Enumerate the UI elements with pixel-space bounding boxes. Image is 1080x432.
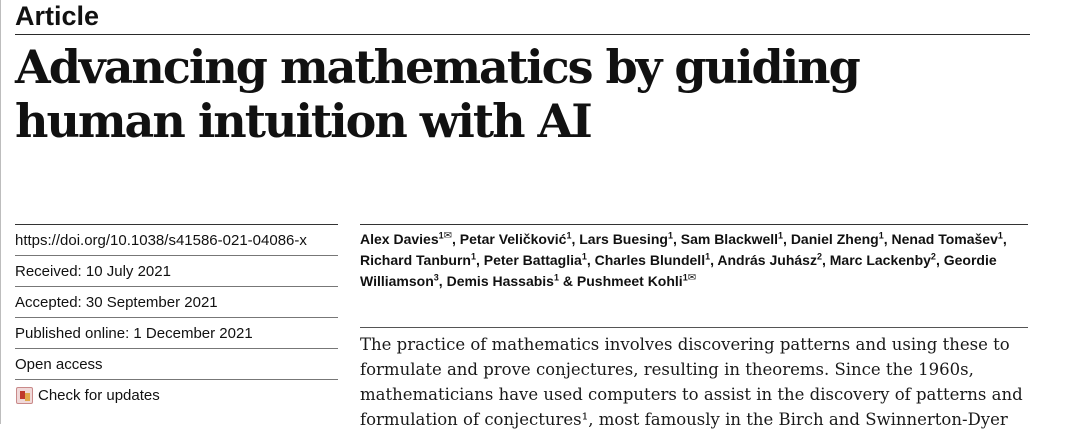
doi-link[interactable]: https://doi.org/10.1038/s41586-021-04086-x (15, 225, 338, 256)
author-name[interactable]: Geordie Williamson (360, 252, 997, 289)
affiliation-marker: 1 (778, 230, 784, 241)
author-name[interactable]: Pushmeet Kohli (576, 273, 683, 289)
author-name[interactable]: Petar Veličković (459, 231, 567, 247)
author-name[interactable]: Sam Blackwell (680, 231, 779, 247)
abstract-line: formulation of conjectures¹, most famously in the Birch and Swinnerton-Dyer (360, 410, 1008, 429)
abstract-divider (360, 327, 1028, 328)
author-name[interactable]: Alex Davies (360, 231, 439, 247)
check-updates-button[interactable] (15, 380, 338, 411)
article-metadata (15, 225, 338, 411)
affiliation-marker: 1 (997, 230, 1003, 241)
abstract-line: formulate and prove conjectures, resulting in theorems. Since the 1960s, (360, 360, 974, 379)
affiliation-marker: 1 (667, 230, 673, 241)
abstract-line: mathematicians have used computers to assist in the discovery of patterns and (360, 385, 1023, 404)
author-name[interactable]: Charles Blundell (594, 252, 706, 268)
affiliation-marker: 3 (433, 272, 439, 283)
author-name[interactable]: Richard Tanburn (360, 252, 471, 268)
affiliation-marker: 1 (470, 251, 476, 262)
published-date: Published online: 1 December 2021 (15, 318, 338, 349)
article-title: Advancing mathematics by guiding human intuition with AI (15, 40, 859, 148)
email-icon[interactable]: ✉ (687, 272, 697, 284)
author-name[interactable]: Daniel Zheng (790, 231, 879, 247)
affiliation-marker: 1 (553, 272, 559, 283)
check-updates-label: Check for updates (38, 387, 160, 404)
author-name[interactable]: Peter Battaglia (483, 252, 582, 268)
affiliation-marker: 1 (705, 251, 711, 262)
affiliation-marker: 2 (816, 251, 822, 262)
open-access-label: Open access (15, 349, 338, 380)
header-divider (15, 34, 1030, 35)
email-icon[interactable]: ✉ (443, 230, 453, 242)
author-list: Alex Davies$^{1✉}$, Petar Veličković$^1$, Lars Buesing$^1$, Sam Blackwell$^1$, Daniel Zheng$^1$, Nenad Tomašev$^1$, Richard Tanburn$^1$, Peter Battaglia$^1$, Charles Blundell$^1$, András Juhász$^2$, Marc Lackenby$^2$, Geordie Williamson$^3$, Demis Hassabis$^1$ & Pushmeet Kohli$^{1✉}$ (360, 230, 1007, 289)
crossmark-icon (16, 387, 33, 404)
affiliation-marker: 2 (930, 251, 936, 262)
abstract-text (360, 332, 1028, 432)
article-type-label: Article (15, 1, 100, 31)
author-name[interactable]: Marc Lackenby (829, 252, 931, 268)
author-name[interactable]: Demis Hassabis (446, 273, 554, 289)
author-name[interactable]: Nenad Tomašev (891, 231, 998, 247)
affiliation-marker: 1 (566, 230, 572, 241)
accepted-date: Accepted: 30 September 2021 (15, 287, 338, 318)
affiliation-marker: 1 (438, 230, 444, 241)
received-date: Received: 10 July 2021 (15, 256, 338, 287)
page-left-border (0, 0, 1, 424)
affiliation-marker: 1 (581, 251, 587, 262)
affiliation-marker: 1 (878, 230, 884, 241)
author-name[interactable]: Lars Buesing (579, 231, 668, 247)
abstract-line: The practice of mathematics involves discovering patterns and using these to (360, 335, 1010, 354)
authors-divider (360, 224, 1028, 225)
affiliation-marker: 1 (682, 272, 688, 283)
author-name[interactable]: András Juhász (717, 252, 817, 268)
